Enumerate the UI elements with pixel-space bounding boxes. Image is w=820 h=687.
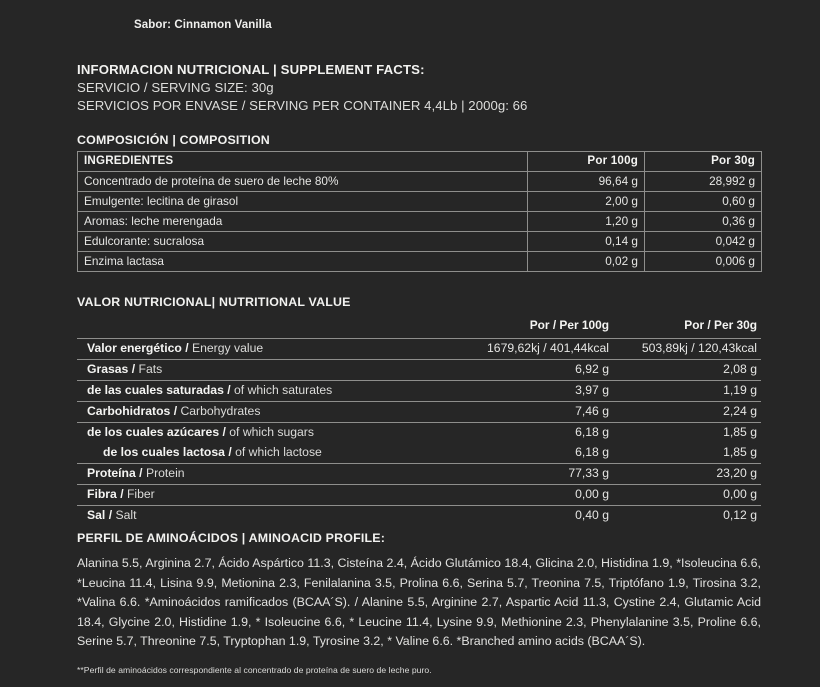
- composition-value-per-30g: 0,60 g: [645, 192, 762, 212]
- nutrient-value-per-30g: 0,12 g: [613, 506, 761, 527]
- nutrient-value-per-30g: 2,24 g: [613, 402, 761, 423]
- nutrient-name: [77, 381, 465, 402]
- composition-header-row: [78, 152, 762, 172]
- nutritional-header-blank: [77, 316, 465, 339]
- aminoacid-profile-title: PERFIL DE AMINOÁCIDOS | AMINOACID PROFILE:: [77, 531, 386, 545]
- composition-value-per-100g: 0,02 g: [528, 252, 645, 272]
- nutritional-table-body: [77, 339, 761, 527]
- supplement-facts-intro: [77, 61, 761, 115]
- composition-header-ingredients: INGREDIENTES: [78, 152, 528, 172]
- nutrient-name: [77, 339, 465, 360]
- nutrient-name-en: of which saturates: [234, 383, 333, 397]
- table-row: [77, 485, 761, 506]
- nutrient-name-separator: /: [227, 383, 231, 397]
- nutrient-name-en: Fats: [138, 362, 163, 376]
- composition-table: [77, 151, 762, 272]
- nutrient-name-es: de los cuales lactosa: [103, 445, 225, 459]
- nutrient-name: [77, 360, 465, 381]
- aminoacid-profile-body: Alanina 5.5, Arginina 2.7, Ácido Aspártico 11.3, Cisteína 2.4, Ácido Glutámico 18.4, Glicina 2.0, Histidina 1.9, *Isoleucina 6.6, *Leucina 11.4, Lisina 9.9, Metionina 2.3, Fenilalanina 3.5, Prolina 6.6, Serina 5.7, Treonina 7.5, Triptófano 1.9, Tirosina 3.2, *Valina 6.6. *Aminoácidos ramificados (BCAA´S). / Alanine 5.5, Arginine 2.7, Aspartic Acid 11.3, Cystine 2.4, Glutamic Acid 18.4, Glycine 2.0, Histidine 1.9, * Isoleucine 6.6, * Leucine 11.4, Lysine 9.9, Methionine 2.3, Phenylalanine 3.5, Proline 6.6, Serine 5.7, Threonine 7.5, Tryptophan 1.9, Tyrosine 3.2, * Valine 6.6. *Branched amino acids (BCAA´S).: [77, 556, 761, 649]
- nutrient-value-per-100g: 3,97 g: [465, 381, 613, 402]
- nutrient-name-en: Fiber: [126, 487, 155, 501]
- nutrient-value-per-30g: 1,19 g: [613, 381, 761, 402]
- composition-value-per-30g: 0,006 g: [645, 252, 762, 272]
- composition-ingredient-name: Enzima lactasa: [78, 252, 528, 272]
- nutrient-value-per-100g: 6,18 g: [465, 423, 613, 444]
- nutrient-name-separator: /: [222, 425, 226, 439]
- nutritional-value-title: VALOR NUTRICIONAL| NUTRITIONAL VALUE: [77, 295, 351, 309]
- nutrient-name-separator: /: [185, 341, 189, 355]
- table-row: [78, 232, 762, 252]
- serving-size-line: SERVICIO / SERVING SIZE: 30g: [77, 80, 274, 95]
- nutrient-name-separator: /: [228, 445, 232, 459]
- composition-value-per-30g: 28,992 g: [645, 172, 762, 192]
- nutrient-value-per-30g: 503,89kj / 120,43kcal: [613, 339, 761, 360]
- nutrient-name-separator: /: [108, 508, 113, 522]
- nutrient-name-es: Sal: [87, 508, 106, 522]
- nutrient-value-per-100g: 7,46 g: [465, 402, 613, 423]
- table-row: [77, 402, 761, 423]
- table-row: [78, 252, 762, 272]
- nutrient-name-separator: /: [131, 362, 136, 376]
- nutrient-name-separator: /: [173, 404, 178, 418]
- nutrient-name-es: Fibra: [87, 487, 117, 501]
- nutrient-name-en: Carbohydrates: [180, 404, 261, 418]
- composition-ingredient-name: Edulcorante: sucralosa: [78, 232, 528, 252]
- nutrient-name-es: de los cuales azúcares: [87, 425, 220, 439]
- nutrient-name: [77, 402, 465, 423]
- flavour-label: Sabor: Cinnamon Vanilla: [134, 19, 272, 31]
- nutritional-header-per-100g: Por / Per 100g: [529, 318, 609, 332]
- nutrient-name-en: of which sugars: [229, 425, 314, 439]
- nutrient-name: [77, 423, 465, 444]
- nutrient-name-en: Salt: [115, 508, 137, 522]
- nutrient-name-es: Proteína: [87, 466, 136, 480]
- table-row: [77, 506, 761, 527]
- composition-table-body: [78, 172, 762, 272]
- nutrient-name: [77, 506, 465, 527]
- nutrient-name-es: de las cuales saturadas: [87, 383, 224, 397]
- composition-value-per-100g: 0,14 g: [528, 232, 645, 252]
- nutrient-name-es: Grasas: [87, 362, 129, 376]
- table-row: [77, 443, 761, 464]
- table-row: [77, 423, 761, 444]
- servings-per-container-line: SERVICIOS POR ENVASE / SERVING PER CONTAINER 4,4Lb | 2000g: 66: [77, 98, 528, 113]
- composition-title: COMPOSICIÓN | COMPOSITION: [77, 133, 270, 147]
- table-row: [78, 172, 762, 192]
- table-row: [77, 381, 761, 402]
- table-row: [77, 339, 761, 360]
- composition-value-per-30g: 0,36 g: [645, 212, 762, 232]
- supplement-facts-heading: INFORMACION NUTRICIONAL | SUPPLEMENT FACTS:: [77, 62, 425, 77]
- table-row: [78, 192, 762, 212]
- composition-header-per-100g: Por 100g: [528, 152, 645, 172]
- composition-value-per-100g: 2,00 g: [528, 192, 645, 212]
- nutritional-header-per-30g: Por / Per 30g: [684, 318, 757, 332]
- composition-ingredient-name: Aromas: leche merengada: [78, 212, 528, 232]
- nutrient-name: [77, 464, 465, 485]
- nutrient-value-per-100g: 0,00 g: [465, 485, 613, 506]
- aminoacid-profile-section: [77, 531, 761, 652]
- composition-section: [77, 133, 761, 272]
- nutrient-value-per-30g: 23,20 g: [613, 464, 761, 485]
- composition-value-per-100g: 1,20 g: [528, 212, 645, 232]
- nutrient-name-es: Carbohidratos: [87, 404, 171, 418]
- composition-value-per-30g: 0,042 g: [645, 232, 762, 252]
- nutrient-value-per-100g: 6,18 g: [575, 445, 609, 459]
- nutrient-value-per-100g: 77,33 g: [465, 464, 613, 485]
- composition-value-per-100g: 96,64 g: [528, 172, 645, 192]
- nutrient-name-en: Energy value: [192, 341, 264, 355]
- table-row: [78, 212, 762, 232]
- nutrient-value-per-30g: 0,00 g: [613, 485, 761, 506]
- nutrient-name-en: Protein: [145, 466, 185, 480]
- aminoacid-footnote: **Perfil de aminoácidos correspondiente al concentrado de proteína de suero de leche puro.: [77, 665, 432, 675]
- nutrient-value-per-30g: 2,08 g: [613, 360, 761, 381]
- table-row: [77, 464, 761, 485]
- nutrient-name-separator: /: [139, 466, 143, 480]
- nutritional-header-row: [77, 316, 761, 339]
- nutrient-name-es: Valor energético: [87, 341, 182, 355]
- nutrient-value-per-30g: 1,85 g: [613, 423, 761, 444]
- nutrient-value-per-100g: 1679,62kj / 401,44kcal: [465, 339, 613, 360]
- nutrient-name: [77, 485, 465, 506]
- composition-header-per-30g: Por 30g: [645, 152, 762, 172]
- nutrient-name-en: of which lactose: [235, 445, 322, 459]
- composition-ingredient-name: Concentrado de proteína de suero de leche 80%: [78, 172, 528, 192]
- composition-ingredient-name: Emulgente: lecitina de girasol: [78, 192, 528, 212]
- nutrient-name-separator: /: [120, 487, 124, 501]
- nutritional-value-section: [77, 295, 761, 526]
- nutritional-value-table: [77, 316, 761, 526]
- nutrient-name: [77, 443, 465, 464]
- table-row: [77, 360, 761, 381]
- nutrient-value-per-30g: 1,85 g: [723, 445, 757, 459]
- nutrient-value-per-100g: 0,40 g: [465, 506, 613, 527]
- nutrient-value-per-100g: 6,92 g: [465, 360, 613, 381]
